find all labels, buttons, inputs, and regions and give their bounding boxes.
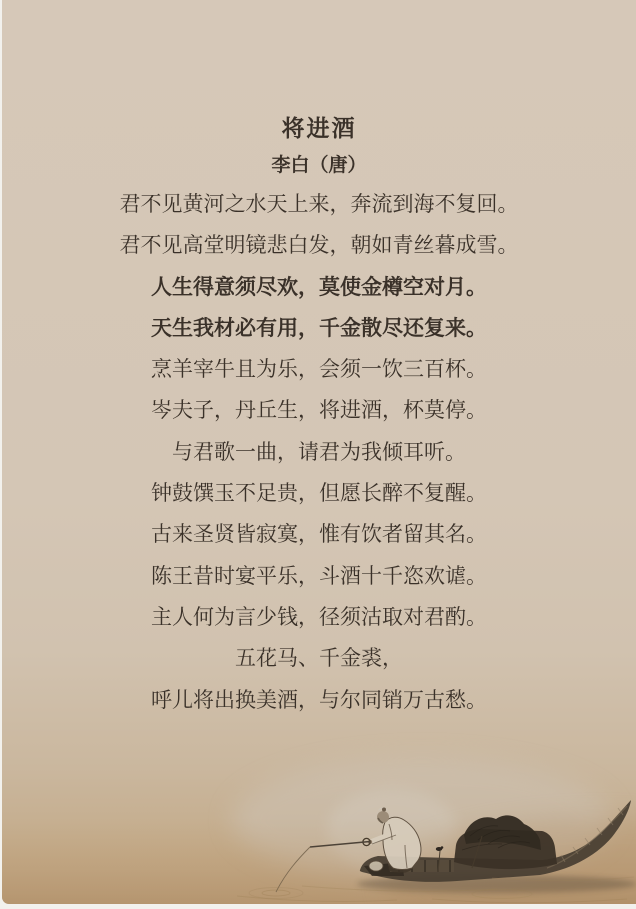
poem-title: 将进酒 <box>281 116 357 141</box>
poem-line: 人生得意须尽欢，莫使金樽空对月。 <box>151 275 487 299</box>
poem-line: 天生我材必有用，千金散尽还复来。 <box>151 316 487 340</box>
fisherman-head <box>377 811 389 823</box>
poem-body <box>2 111 636 721</box>
fisherman-boat-illustration <box>2 700 636 904</box>
poem-line: 五花马、千金裘， <box>235 646 403 671</box>
poem-line: 君不见黄河之水天上来，奔流到海不复回。 <box>119 192 519 216</box>
poem-line: 君不见高堂明镜悲白发，朝如青丝暮成雪。 <box>119 233 519 258</box>
poem-line: 陈王昔时宴平乐，斗酒十千恣欢谑。 <box>151 563 487 588</box>
poem-line: 呼儿将出换美酒，与尔同销万古愁。 <box>151 687 487 712</box>
poem-line: 钟鼓馔玉不足贵，但愿长醉不复醒。 <box>151 481 487 506</box>
poem-line: 古来圣贤皆寂寞，惟有饮者留其名。 <box>151 522 487 547</box>
poem-author: 李白（唐） <box>271 155 367 176</box>
poem-line: 岑夫子，丹丘生，将进酒，杯莫停。 <box>151 398 487 423</box>
poem-line: 主人何为言少钱，径须沽取对君酌。 <box>151 604 487 629</box>
poem-line: 烹羊宰牛且为乐，会须一饮三百杯。 <box>151 357 487 382</box>
poem-line: 与君歌一曲，请君为我倾耳听。 <box>172 439 466 464</box>
poem-page <box>2 0 636 904</box>
